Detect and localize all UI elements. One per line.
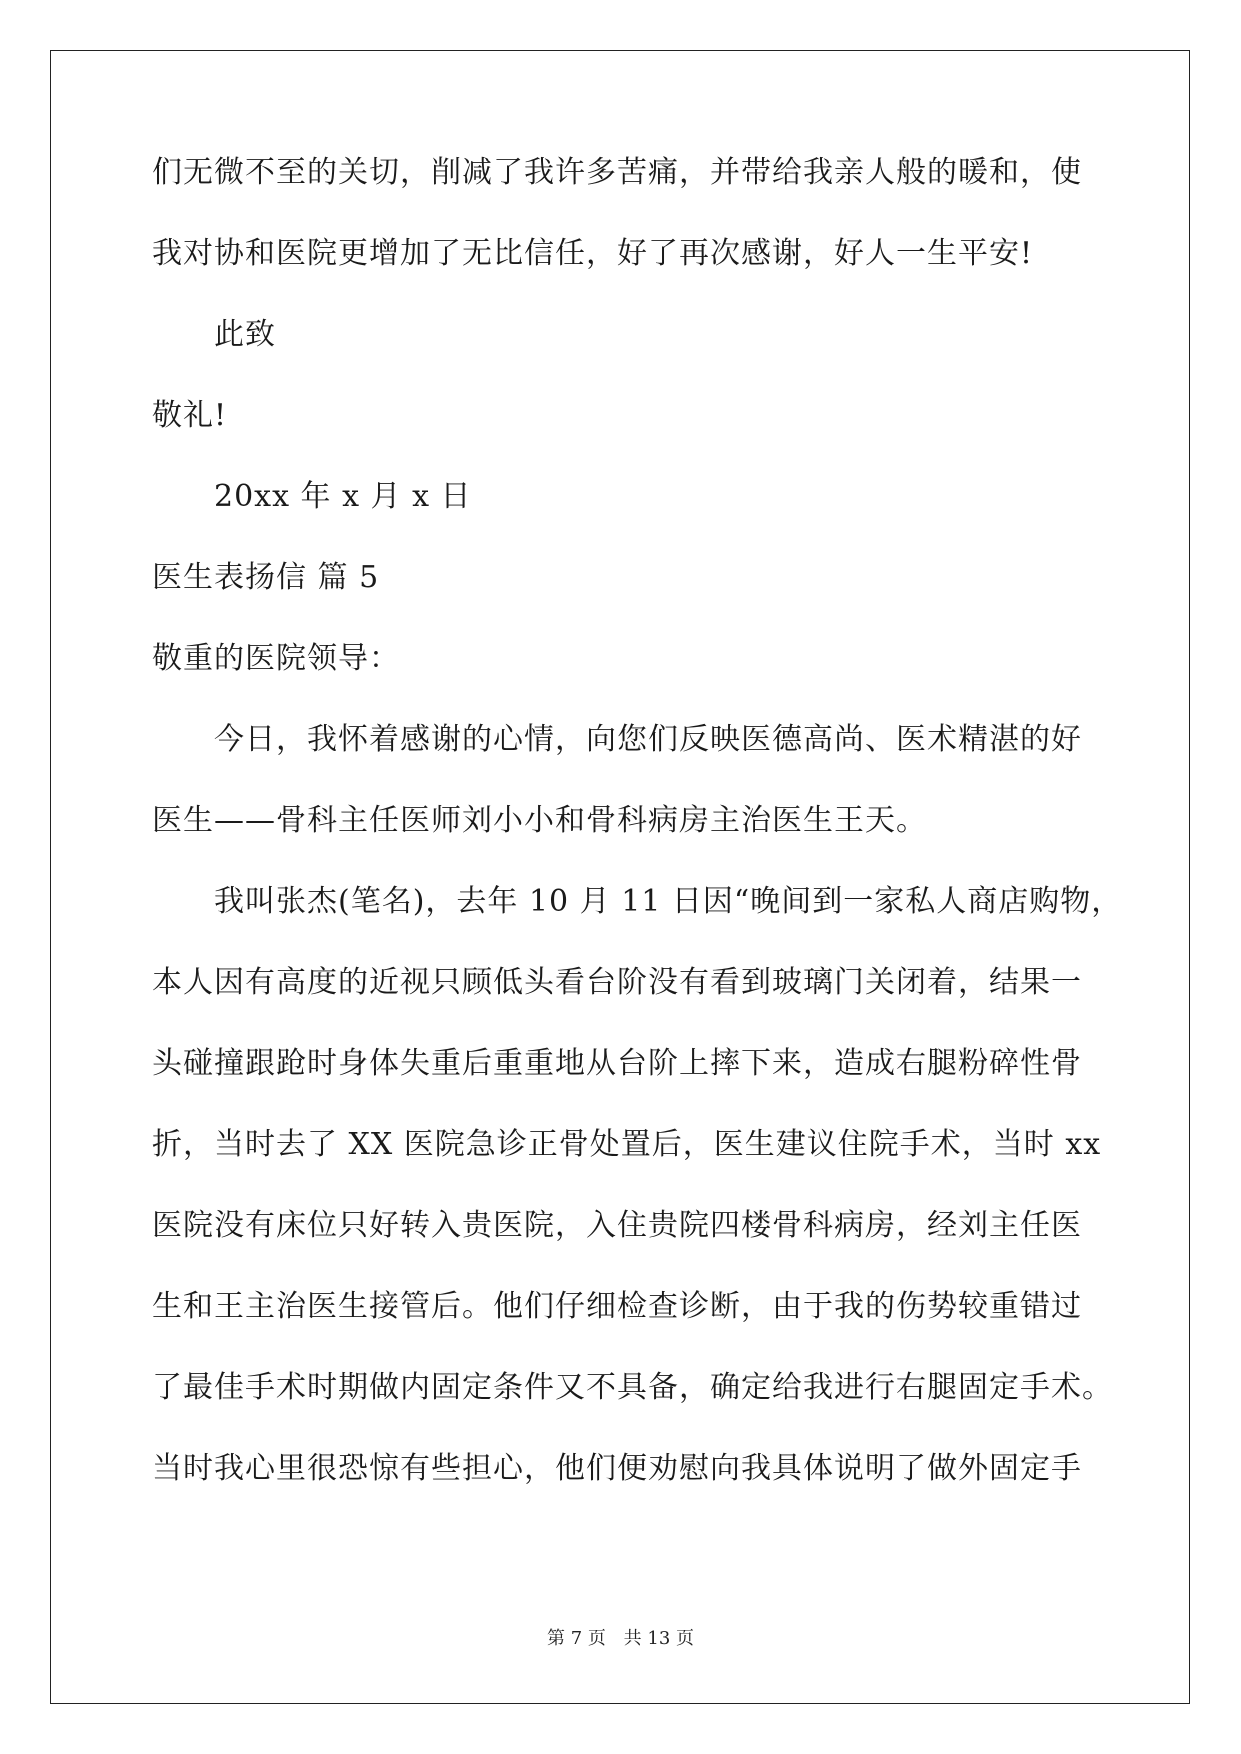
text-line: 了最佳手术时期做内固定条件又不具备，确定给我进行右腿固定手术。 [152,1370,1113,1405]
text-line: 们无微不至的关切，削减了我许多苦痛，并带给我亲人般的暖和，使 [152,155,1082,190]
text-line: 折，当时去了 XX 医院急诊正骨处置后，医生建议住院手术，当时 xx [152,1127,1102,1162]
text-line: 我对协和医院更增加了无比信任，好了再次感谢，好人一生平安! [152,236,1034,271]
text-line: 本人因有高度的近视只顾低头看台阶没有看到玻璃门关闭着，结果一 [152,965,1082,1000]
text-line: 今日，我怀着感谢的心情，向您们反映医德高尚、医术精湛的好 [214,722,1082,757]
section-heading: 医生表扬信 篇 5 [152,560,380,595]
text-line: 医院没有床位只好转入贵医院，入住贵院四楼骨科病房，经刘主任医 [152,1208,1082,1243]
closing-phrase: 此致 [214,317,276,352]
text-line: 生和王主治医生接管后。他们仔细检查诊断，由于我的伤势较重错过 [152,1289,1082,1324]
text-line: 头碰撞跟跄时身体失重后重重地从台阶上摔下来，造成右腿粉碎性骨 [152,1046,1082,1081]
text-line: 当时我心里很恐惊有些担心，他们便劝慰向我具体说明了做外固定手 [152,1451,1082,1486]
page-footer [0,1627,1241,1651]
salutation-closing: 敬礼! [152,398,228,433]
text-line: 我叫张杰(笔名)，去年 10 月 11 日因“晚间到一家私人商店购物， [214,884,1123,919]
page-total: 共 13 页 [623,1628,694,1649]
page-number: 第 7 页 [547,1628,606,1649]
letter-greeting: 敬重的医院领导： [152,641,400,676]
text-line: 医生——骨科主任医师刘小小和骨科病房主治医生王天。 [152,803,927,838]
document-body [152,155,1123,1509]
letter-date: 20xx 年 x 月 x 日 [214,479,472,514]
